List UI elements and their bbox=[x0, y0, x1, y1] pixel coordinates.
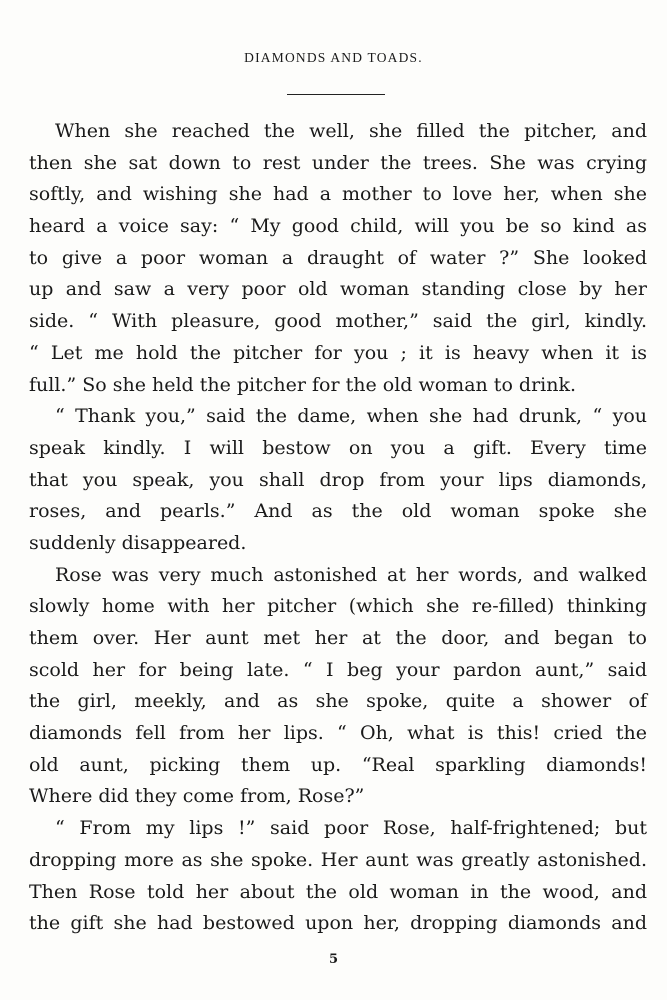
text-line: “ Let me hold the pitcher for you ; it is heavy when it is bbox=[29, 341, 647, 364]
text-line: suddenly disappeared. bbox=[29, 531, 247, 554]
text-line: Where did they come from, Rose?” bbox=[29, 785, 365, 808]
text-line: up and saw a very poor old woman standing close by her bbox=[29, 278, 647, 301]
text-line: scold her for being late. “ I beg your pardon aunt,” said bbox=[29, 658, 647, 681]
text-line: Then Rose told her about the old woman in the wood, and bbox=[29, 880, 647, 903]
running-title: DIAMONDS AND TOADS. bbox=[244, 50, 423, 65]
text-line: dropping more as she spoke. Her aunt was greatly astonished. bbox=[29, 848, 647, 871]
text-line: When she reached the well, she filled the pitcher, and bbox=[55, 120, 647, 142]
text-line: softly, and wishing she had a mother to love her, when she bbox=[29, 183, 647, 206]
text-line: that you speak, you shall drop from your lips diamonds, bbox=[29, 468, 647, 491]
text-line: roses, and pearls.” And as the old woman spoke she bbox=[29, 500, 647, 523]
text-line: “ Thank you,” said the dame, when she had drunk, “ you bbox=[55, 405, 647, 428]
text-line: to give a poor woman a draught of water ?” She looked bbox=[29, 246, 647, 269]
story-text bbox=[29, 116, 647, 940]
text-line: side. “ With pleasure, good mother,” said the girl, kindly. bbox=[29, 310, 647, 333]
title-rule bbox=[287, 94, 385, 95]
text-line: the girl, meekly, and as she spoke, quite a shower of bbox=[29, 690, 647, 713]
text-line: the gift she had bestowed upon her, dropping diamonds and bbox=[29, 912, 647, 935]
text-line: diamonds fell from her lips. “ Oh, what is this! cried the bbox=[29, 722, 647, 745]
text-line: them over. Her aunt met her at the door, and began to bbox=[29, 627, 647, 649]
text-line: heard a voice say: “ My good child, will you be so kind as bbox=[29, 215, 647, 238]
text-line: old aunt, picking them up. “Real sparkling diamonds! bbox=[29, 753, 647, 776]
text-line: slowly home with her pitcher (which she re-filled) thinking bbox=[29, 595, 647, 618]
text-line: “ From my lips !” said poor Rose, half-frightened; but bbox=[55, 817, 647, 840]
page-number: 5 bbox=[328, 952, 339, 967]
text-line: then she sat down to rest under the trees. She was crying bbox=[29, 151, 647, 174]
text-line: speak kindly. I will bestow on you a gift. Every time bbox=[29, 436, 647, 459]
text-line: Rose was very much astonished at her words, and walked bbox=[55, 563, 647, 586]
text-line: full.” So she held the pitcher for the old woman to drink. bbox=[29, 373, 577, 396]
